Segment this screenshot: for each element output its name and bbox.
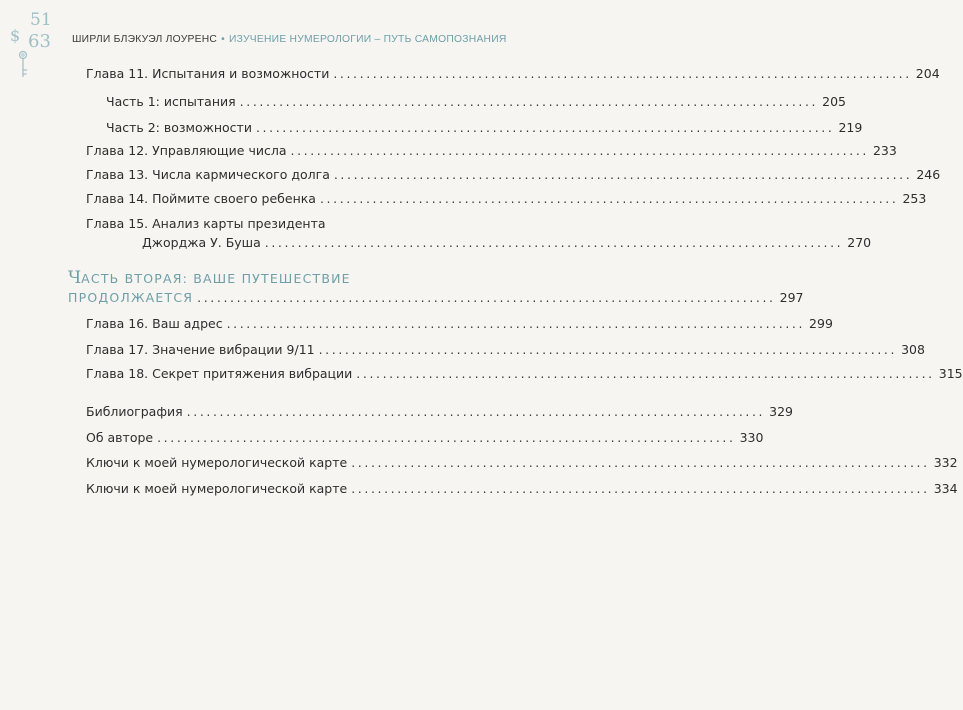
toc-leader-dots: ........................................................................................ bbox=[255, 120, 835, 135]
toc-leader-dots: ........................................................................................ bbox=[157, 430, 736, 445]
author-name: ШИРЛИ БЛЭКУЭЛ ЛОУРЕНС bbox=[72, 34, 218, 45]
toc-entry-label: Глава 14. Поймите своего ребенка bbox=[86, 191, 316, 206]
toc-page-number: 233 bbox=[872, 143, 897, 158]
header-separator: • bbox=[221, 34, 225, 45]
toc-entry-continuation[interactable] bbox=[142, 235, 872, 250]
toc-leader-dots: ........................................................................................ bbox=[197, 290, 776, 305]
toc-page-number: 330 bbox=[739, 430, 764, 445]
toc-entry[interactable] bbox=[86, 143, 897, 158]
toc-page-number: 219 bbox=[838, 120, 863, 135]
ornament-dollar: $ bbox=[10, 26, 21, 45]
toc-entry-label: Часть 1: испытания bbox=[106, 94, 236, 109]
toc-entry-label: Глава 16. Ваш адрес bbox=[86, 316, 223, 331]
toc-page-number: 253 bbox=[902, 191, 927, 206]
toc-page-number: 204 bbox=[915, 66, 940, 81]
part-two-title-line2: ПРОДОЛЖАЕТСЯ bbox=[68, 290, 194, 305]
toc-leader-dots: ........................................................................................ bbox=[186, 404, 766, 419]
toc-entry-label: Ключи к моей нумерологической карте bbox=[86, 455, 348, 470]
toc-entry-two-line[interactable] bbox=[86, 216, 434, 231]
toc-leader-dots: ........................................................................................ bbox=[351, 455, 930, 470]
toc-leader-dots: ........................................................................................ bbox=[290, 143, 869, 158]
toc-entry-label: Ключи к моей нумерологической карте bbox=[86, 481, 348, 496]
toc-entry-label: Глава 17. Значение вибрации 9/11 bbox=[86, 342, 315, 357]
toc-entry-label: Глава 12. Управляющие числа bbox=[86, 143, 287, 158]
toc-page-number: 315 bbox=[938, 366, 963, 381]
toc-entry[interactable] bbox=[106, 120, 863, 135]
toc-entry-label: Глава 13. Числа кармического долга bbox=[86, 167, 330, 182]
toc-leader-dots: ........................................................................................ bbox=[333, 66, 912, 81]
toc-entry[interactable] bbox=[86, 366, 963, 381]
part-two-heading[interactable] bbox=[68, 268, 351, 288]
ornament-number-51: 51 bbox=[30, 10, 52, 30]
part-two-drop-letter: Ч bbox=[68, 268, 82, 288]
toc-entry[interactable] bbox=[106, 94, 846, 109]
toc-page-number: 246 bbox=[916, 167, 941, 182]
key-icon bbox=[16, 50, 30, 78]
part-two-title-line1: АСТЬ ВТОРАЯ: ВАШЕ ПУТЕШЕСТВИЕ bbox=[81, 271, 351, 286]
toc-leader-dots: ........................................................................................ bbox=[356, 366, 935, 381]
toc-leader-dots: ........................................................................................ bbox=[239, 94, 819, 109]
toc-entry[interactable] bbox=[86, 455, 958, 470]
toc-leader-dots: ........................................................................................ bbox=[333, 167, 913, 182]
toc-leader-dots: ........................................................................................ bbox=[351, 481, 930, 496]
toc-page-number: 205 bbox=[822, 94, 846, 109]
toc-entry-label: Библиография bbox=[86, 404, 183, 419]
toc-entry[interactable] bbox=[86, 316, 833, 331]
toc-leader-dots: ........................................................................................ bbox=[319, 191, 899, 206]
toc-entry[interactable] bbox=[86, 66, 940, 81]
toc-entry-label: Об авторе bbox=[86, 430, 154, 445]
toc-page-number: 332 bbox=[933, 455, 958, 470]
numerology-ornament bbox=[8, 10, 60, 80]
part-two-heading-line2[interactable] bbox=[68, 290, 804, 305]
toc-leader-dots: ........................................................................................ bbox=[264, 235, 844, 250]
toc-entry[interactable] bbox=[86, 191, 927, 206]
toc-entry[interactable] bbox=[86, 167, 941, 182]
toc-entry[interactable] bbox=[86, 342, 925, 357]
book-title: ИЗУЧЕНИЕ НУМЕРОЛОГИИ – ПУТЬ САМОПОЗНАНИЯ bbox=[228, 34, 507, 45]
toc-entry[interactable] bbox=[86, 430, 764, 445]
ornament-number-63: 63 bbox=[28, 31, 51, 52]
toc-entry-label: Глава 18. Секрет притяжения вибрации bbox=[86, 366, 353, 381]
toc-page-number: 299 bbox=[809, 316, 833, 331]
toc-page-number: 329 bbox=[769, 404, 793, 419]
toc-entry-label-line2: Джорджа У. Буша bbox=[142, 235, 261, 250]
toc-entry-label: Часть 2: возможности bbox=[106, 120, 252, 135]
toc-page-number: 334 bbox=[933, 481, 958, 496]
toc-page-number: 308 bbox=[901, 342, 925, 357]
toc-entry[interactable] bbox=[86, 404, 793, 419]
toc-page-number: 297 bbox=[779, 290, 804, 305]
toc-entry[interactable] bbox=[86, 481, 958, 496]
toc-leader-dots: ........................................................................................ bbox=[318, 342, 898, 357]
toc-entry-label: Глава 11. Испытания и возможности bbox=[86, 66, 330, 81]
toc-page-number: 270 bbox=[847, 235, 872, 250]
toc-leader-dots: ........................................................................................ bbox=[226, 316, 806, 331]
toc-entry-label-line1: Глава 15. Анализ карты президента bbox=[86, 216, 326, 231]
running-head bbox=[72, 34, 507, 45]
